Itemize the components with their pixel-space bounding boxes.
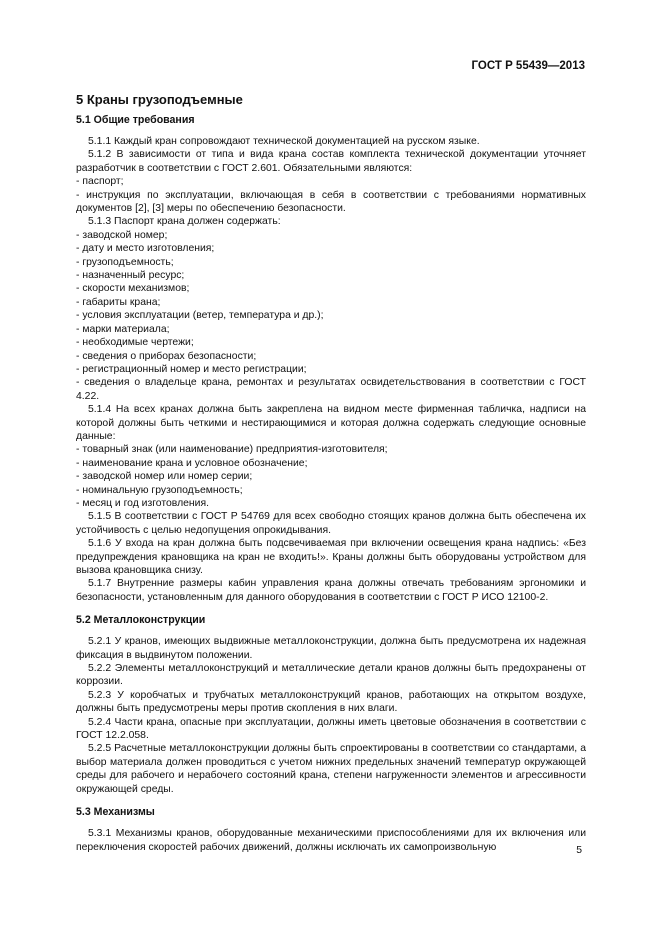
page-body <box>76 92 586 854</box>
list-item: - габариты крана; <box>76 296 161 308</box>
paragraph: 5.2.1 У кранов, имеющих выдвижные металлоконструкции, должна быть предусмотрена их надежная фиксация в выдвинутом положении. <box>76 636 586 661</box>
list-item: - инструкция по эксплуатации, включающая в себя в соответствии с требованиями нормативных документов [2], [3] меры по обеспечению безопасности. <box>76 189 586 215</box>
paragraph: 5.2.3 У коробчатых и трубчатых металлоконструкций кранов, работающих на открытом воздухе, должны быть предусмотрены меры против скопления в них влаги. <box>76 689 586 715</box>
list-item: - товарный знак (или наименование) предприятия-изготовителя; <box>76 444 388 456</box>
list-item: - марки материала; <box>76 323 170 335</box>
list-item: - условия эксплуатации (ветер, температура и др.); <box>76 310 324 322</box>
paragraph: 5.1.2 В зависимости от типа и вида крана состав комплекта технической документации уточняет разработчик в соответствии с ГОСТ 2.601. Обязательными являются: <box>76 149 586 174</box>
paragraph: 5.1.5 В соответствии с ГОСТ Р 54769 для всех свободно стоящих кранов должна быть обеспечена их устойчивость с целью недопущения опрокидывания. <box>76 511 586 536</box>
spacer <box>76 604 586 614</box>
paragraph: 5.2.5 Расчетные металлоконструкции должны быть спроектированы в соответствии со стандартами, а выбор материала должен проводиться с учетом нижних предельных значений температур окружающей среды для рабочего и нерабочего состояний крана, степени нагруженности элементов и агрессивности окружающей среды. <box>76 743 586 795</box>
list-item: - номинальную грузоподъемность; <box>76 484 243 496</box>
list-item: - паспорт; <box>76 176 124 188</box>
list-item: - дату и место изготовления; <box>76 243 215 255</box>
subsection-heading: 5.2 Металлоконструкции <box>76 614 206 627</box>
list-item: - наименование крана и условное обозначение; <box>76 457 308 469</box>
list-item: - месяц и год изготовления. <box>76 497 209 509</box>
paragraph: 5.2.4 Части крана, опасные при эксплуатации, должны иметь цветовые обозначения в соответствии с ГОСТ 12.2.058. <box>76 716 586 742</box>
paragraph: 5.3.1 Механизмы кранов, оборудованные механическими приспособлениями для их включения или переключения скоростей рабочих движений, должны исключать их самопроизвольную <box>76 828 586 853</box>
list-item: - необходимые чертежи; <box>76 337 194 349</box>
subsection-heading: 5.3 Механизмы <box>76 806 155 819</box>
paragraph: 5.1.4 На всех кранах должна быть закреплена на видном месте фирменная табличка, надписи на которой должны быть четкими и нестирающимися и которая должна содержать следующие основные данные: <box>76 404 586 442</box>
paragraph: 5.1.1 Каждый кран сопровождают технической документацией на русском языке. <box>88 136 480 147</box>
paragraph: 5.1.6 У входа на кран должна быть подсвечиваемая при включении освещения крана надпись: «Без предупреждения крановщика на кран не входить!». Краны должны быть оборудованы устройством для вызова крановщика снизу. <box>76 538 586 576</box>
list-item: - сведения о приборах безопасности; <box>76 350 257 362</box>
list-item: - сведения о владельце крана, ремонтах и результатах освидетельствования в соответствии с ГОСТ 4.22. <box>76 377 586 402</box>
list-item: - заводской номер; <box>76 229 168 241</box>
page-number: 5 <box>576 845 582 856</box>
subsection-heading: 5.1 Общие требования <box>76 114 195 126</box>
list-item: - скорости механизмов; <box>76 283 190 295</box>
paragraph: 5.1.3 Паспорт крана должен содержать: <box>88 216 281 228</box>
list-item: - грузоподъемность; <box>76 256 174 268</box>
list-item: - заводской номер или номер серии; <box>76 471 253 483</box>
list-item: - назначенный ресурс; <box>76 270 185 282</box>
list-item: - регистрационный номер и место регистрации; <box>76 363 307 375</box>
spacer <box>76 796 586 806</box>
paragraph: 5.1.7 Внутренние размеры кабин управления крана должны отвечать требованиям эргономики и безопасности, установленным для данного оборудования в соответствии с ГОСТ Р ИСО 12100-2. <box>76 578 586 603</box>
document-header: ГОСТ Р 55439—2013 <box>471 60 585 72</box>
section-heading: 5 Краны грузоподъемные <box>76 92 243 107</box>
paragraph: 5.2.2 Элементы металлоконструкций и металлические детали кранов должны быть предохранены от коррозии. <box>76 663 586 688</box>
